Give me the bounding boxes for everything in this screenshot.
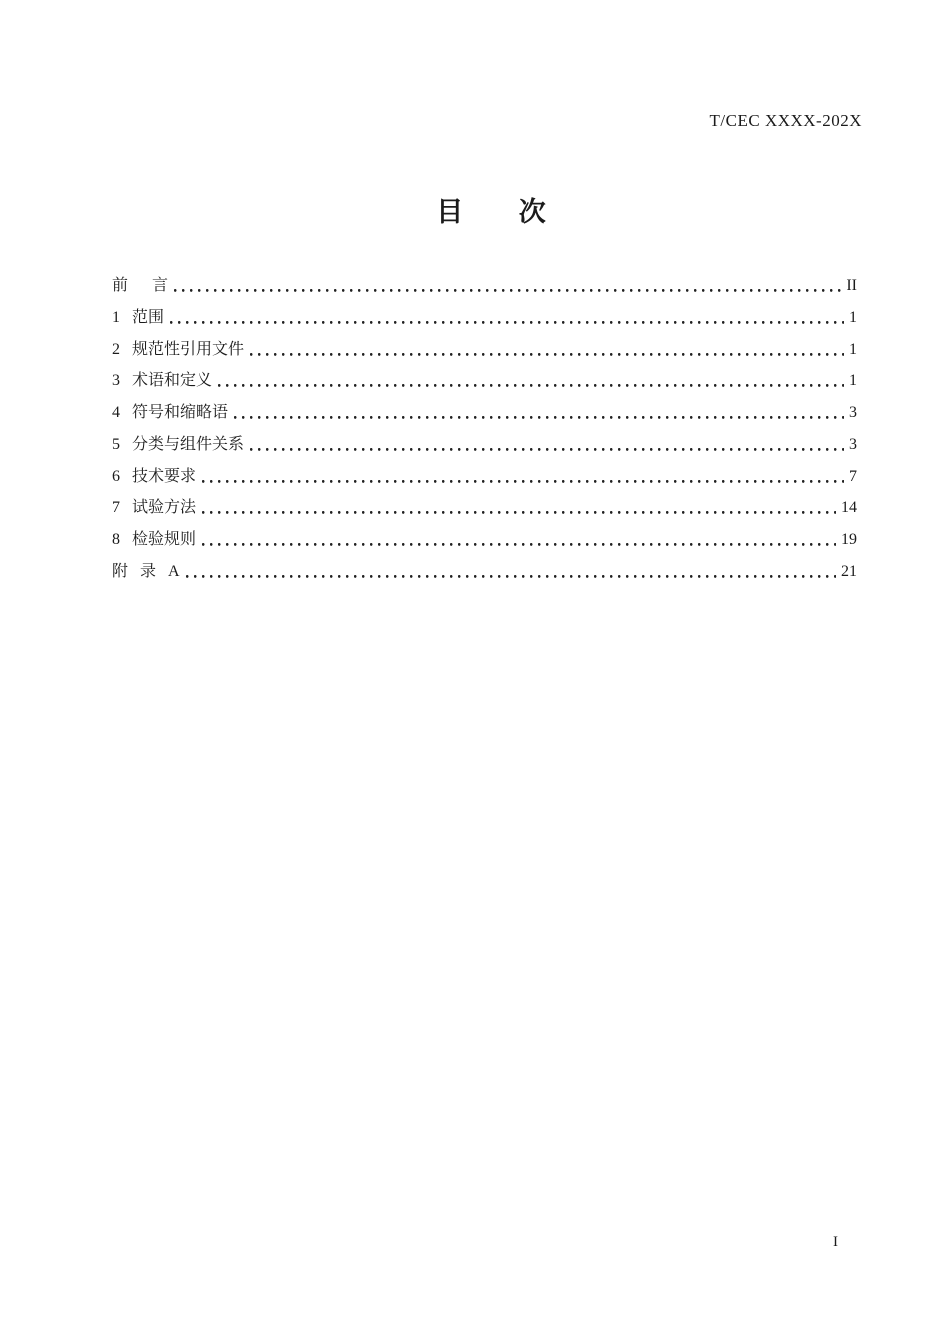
toc-entry-page-number: 19 [841, 531, 857, 548]
toc [112, 270, 857, 588]
footer-page-number: I [833, 1234, 838, 1250]
toc-entry-label: 附 录 A [112, 562, 180, 580]
toc-entry-page-number: 3 [849, 435, 857, 453]
toc-entry-page-number: 7 [849, 467, 857, 485]
standard-code-header: T/CEC XXXX-202X [709, 111, 862, 130]
toc-entry-page-number: 14 [841, 499, 857, 517]
toc-entry-label: 7 试验方法 [112, 499, 197, 517]
toc-entry-page-number: 3 [849, 404, 857, 421]
toc-entry [112, 524, 857, 556]
toc-entry [112, 334, 857, 366]
toc-entry [112, 302, 857, 334]
toc-entry-dot-leader [170, 302, 844, 334]
toc-entry-page-number: 1 [849, 308, 857, 326]
toc-entry [112, 397, 857, 429]
toc-entry [112, 365, 857, 397]
toc-entry-page-number: II [846, 277, 857, 294]
toc-entry-label: 前 言 [112, 277, 169, 294]
toc-entry-dot-leader [234, 397, 844, 429]
toc-entry [112, 429, 857, 461]
toc-entry [112, 556, 857, 588]
toc-entry [112, 270, 857, 302]
toc-entry-page-number: 1 [849, 372, 857, 390]
toc-entry-label: 6 技术要求 [112, 467, 197, 485]
toc-entry-dot-leader [186, 556, 836, 588]
toc-entry-label: 8 检验规则 [112, 531, 197, 548]
toc-entry-label: 5 分类与组件关系 [112, 435, 245, 453]
toc-entry-dot-leader [202, 461, 844, 493]
toc-entry-dot-leader [202, 492, 836, 524]
toc-entry-page-number: 21 [841, 562, 857, 580]
toc-entry-dot-leader [174, 270, 841, 302]
toc-entry-label: 3 术语和定义 [112, 372, 213, 390]
toc-entry-page-number: 1 [849, 340, 857, 358]
toc-entry-dot-leader [250, 429, 844, 461]
toc-entry-dot-leader [218, 365, 844, 397]
toc-entry-label: 4 符号和缩略语 [112, 404, 229, 421]
toc-entry [112, 492, 857, 524]
toc-title: 目 次 [436, 197, 547, 227]
toc-entry-dot-leader [250, 334, 844, 366]
toc-entry-label: 2 规范性引用文件 [112, 340, 245, 358]
toc-entry [112, 461, 857, 493]
toc-entry-dot-leader [202, 524, 836, 556]
toc-entry-label: 1 范围 [112, 308, 165, 326]
